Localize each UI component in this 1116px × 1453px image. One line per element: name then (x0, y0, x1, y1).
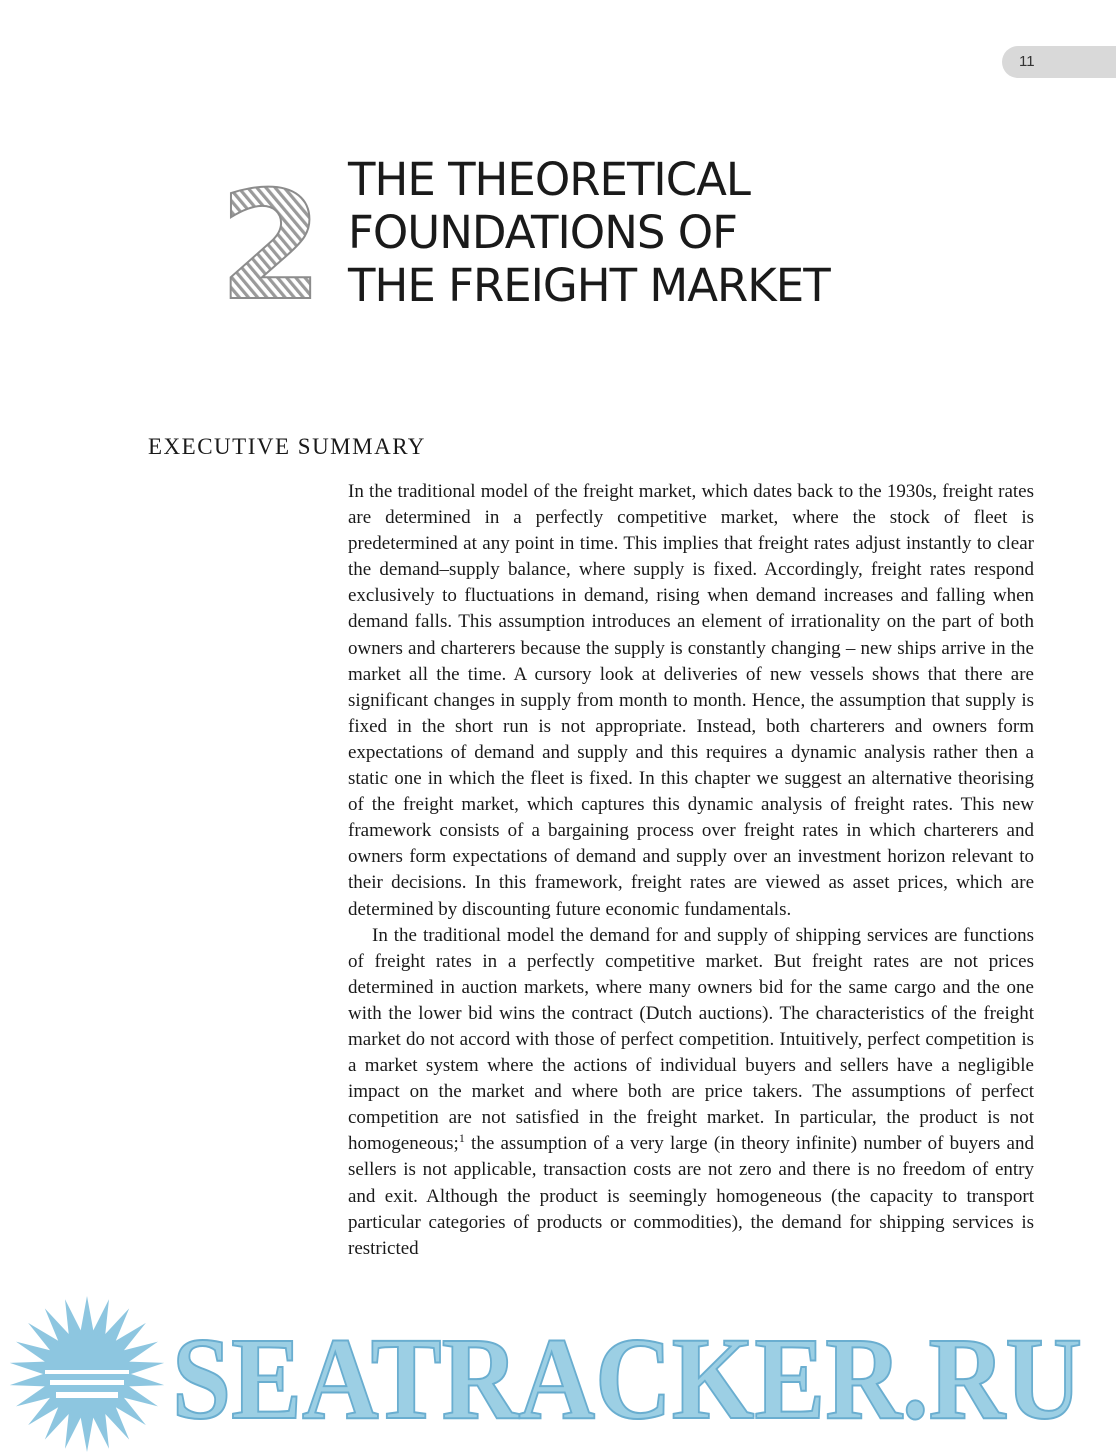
watermark (0, 1290, 1116, 1450)
paragraph-2-part-1: In the traditional model the demand for and supply of shipping services are functions of freight rates in a perfectly competitive market. But freight rates are not prices determined in auction markets, where many owners bid for the same cargo and the one with the lower bid wins the contract (Dutch auctions). The characteristics of the freight market do not accord with those of perfect competition. Intuitively, perfect competition is a market system where the actions of individual buyers and sellers have a negligible impact on the market and where both are price takers. The assumptions of perfect competition are not satisfied in the freight market. In particular, the product is not homogeneous; (348, 924, 1034, 1155)
page-number: 11 (1019, 53, 1035, 70)
watermark-text: SEATRACKER.RU (172, 1313, 1082, 1444)
chapter-title-line-2: FOUNDATIONS OF (348, 206, 738, 259)
section-heading: EXECUTIVE SUMMARY (148, 434, 426, 459)
paragraph-2-part-2: the assumption of a very large (in theory infinite) number of buyers and sellers is not applicable, transaction costs are not zero and there is no freedom of entry and exit. Although the product is seemingly homogeneous (the capacity to transport particular categories of products or commodities), the demand for shipping services is restricted (348, 1133, 1034, 1259)
body-text (348, 479, 1034, 1262)
chapter-title-line-1: THE THEORETICAL (348, 153, 750, 206)
footnote-reference: 1 (458, 1131, 465, 1146)
chapter-number-text: 2 (218, 160, 324, 334)
paragraph-2 (348, 923, 1034, 1262)
chapter-title (348, 153, 830, 312)
sun-logo-icon (10, 1296, 164, 1452)
chapter-title-line-3: THE FREIGHT MARKET (348, 259, 830, 312)
chapter-number (218, 160, 324, 334)
paragraph-1: In the traditional model of the freight market, which dates back to the 1930s, freight rates are determined in a perfectly competitive market, where the stock of fleet is predetermined at any point in time. This implies that freight rates adjust instantly to clear the demand–supply balance, where supply is fixed. Accordingly, freight rates respond exclusively to fluctuations in demand, rising when demand increases and falling when demand falls. This assumption introduces an element of irrationality on the part of both owners and charterers because the supply is constantly changing – new ships arrive in the market all the time. A cursory look at deliveries of new vessels shows that there are significant changes in supply from month to month. Hence, the assumption that supply is fixed in the short run is not appropriate. Instead, both charterers and owners form expectations of demand and supply and this requires a dynamic analysis rather then a static one in which the fleet is fixed. In this chapter we suggest an alternative theorising of the freight market, which captures this dynamic analysis of freight rates. This new framework consists of a bargaining process over freight rates in which charterers and owners form expectations of demand and supply over an investment horizon relevant to their decisions. In this framework, freight rates are viewed as asset prices, which are determined by discounting future economic fundamentals. (348, 481, 1034, 920)
